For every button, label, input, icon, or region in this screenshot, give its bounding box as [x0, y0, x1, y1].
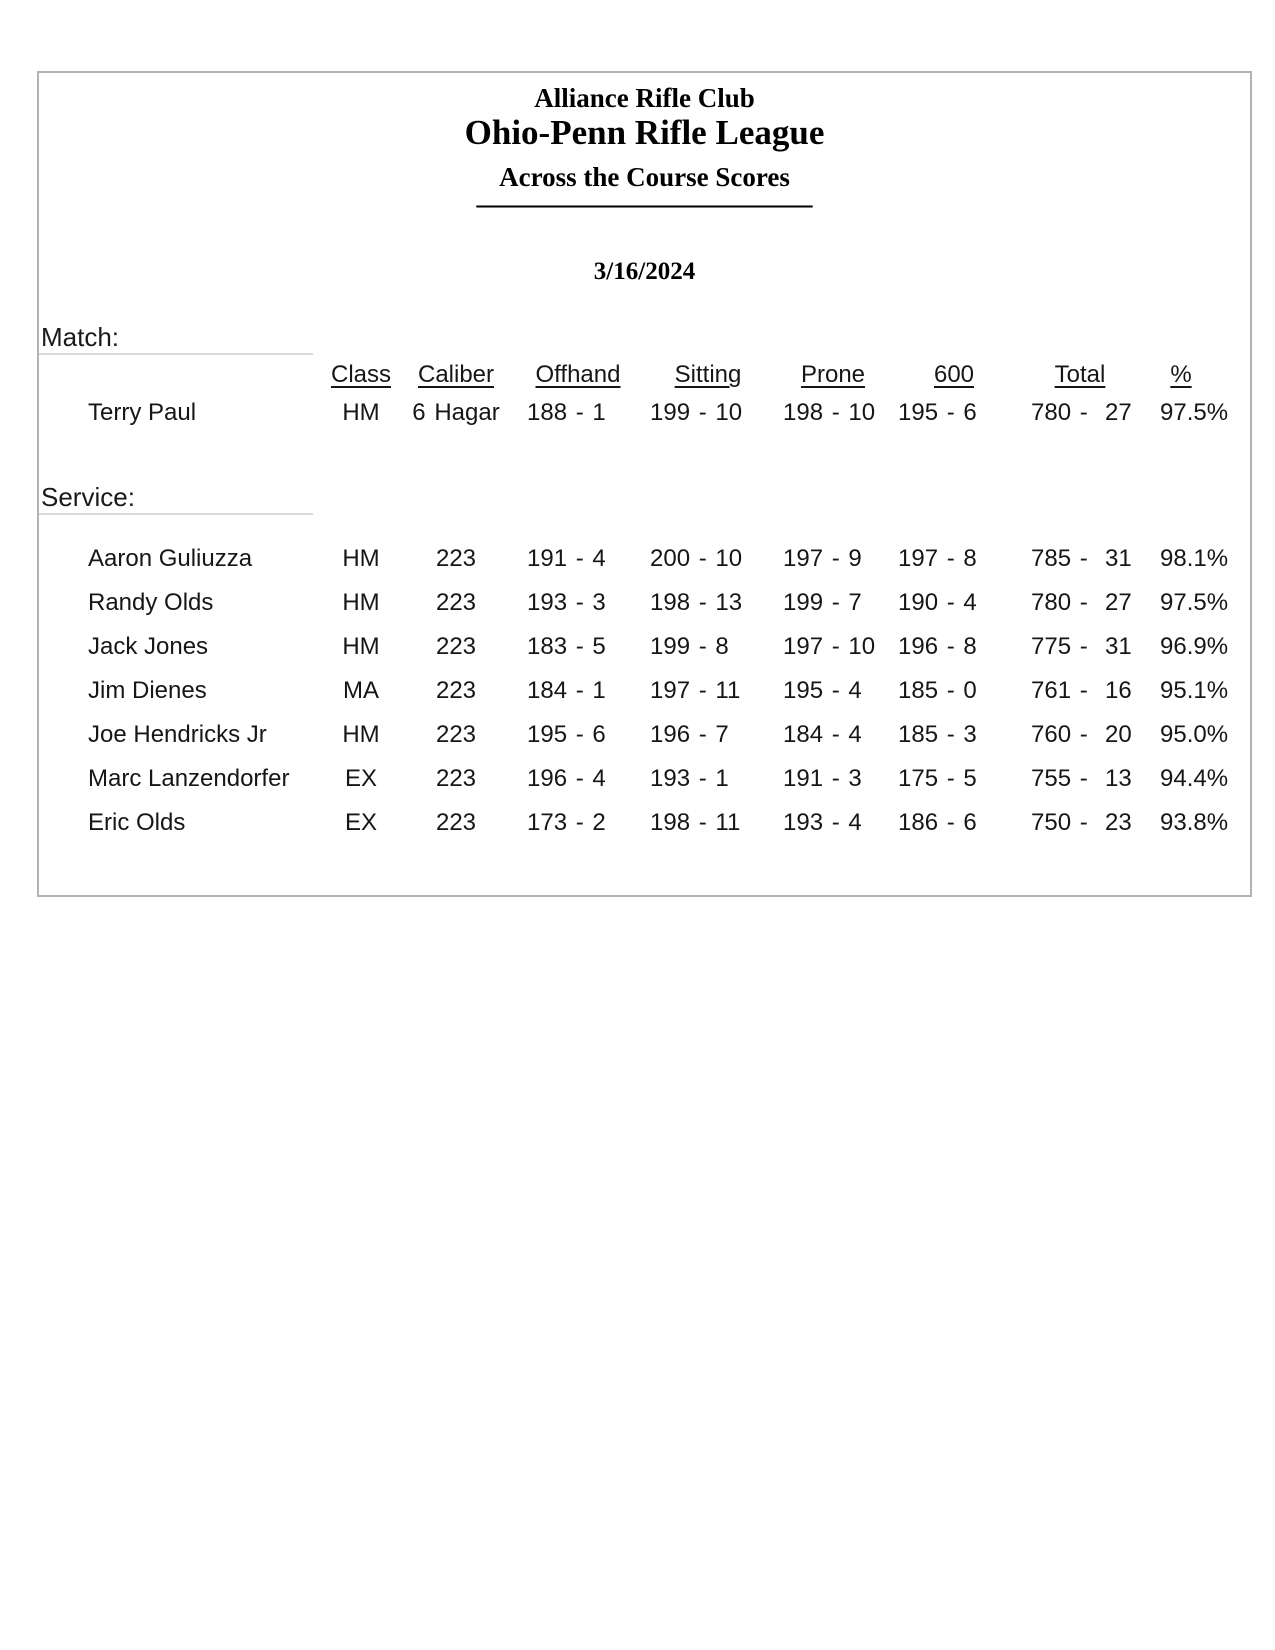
600-score-cell: 175 - 5 — [898, 765, 977, 792]
class-cell: HM — [342, 399, 380, 426]
table-row — [39, 391, 1250, 435]
total-score-cell: 755 - 13 — [1031, 765, 1132, 792]
section-label-match: Match: — [39, 321, 313, 355]
percent-cell: 95.0% — [1160, 721, 1229, 748]
caliber-cell: 223 — [435, 633, 477, 660]
total-score-cell: 750 - 23 — [1031, 809, 1132, 836]
600-score-cell: 185 - 0 — [898, 677, 977, 704]
shooter-name: Joe Hendricks Jr — [88, 721, 267, 748]
caliber-cell: 223 — [435, 589, 477, 616]
sitting-score-cell: 197 - 11 — [650, 677, 741, 704]
percent-cell: 95.1% — [1160, 677, 1229, 704]
prone-score-cell: 191 - 3 — [783, 765, 862, 792]
table-row — [39, 625, 1250, 669]
class-cell: EX — [344, 765, 377, 792]
600-score-cell: 196 - 8 — [898, 633, 977, 660]
prone-score-cell: 193 - 4 — [783, 809, 862, 836]
shooter-name: Jack Jones — [88, 633, 209, 660]
title-block — [39, 73, 1250, 285]
col-header-prone-label: Prone — [800, 361, 866, 388]
offhand-score-cell: 195 - 6 — [527, 721, 606, 748]
section-label-service: Service: — [39, 481, 313, 515]
caliber-cell: 223 — [435, 809, 477, 836]
sitting-score-cell: 199 - 10 — [650, 399, 743, 426]
percent-cell: 98.1% — [1160, 545, 1229, 572]
prone-score-cell: 199 - 7 — [783, 589, 862, 616]
prone-score-cell: 195 - 4 — [783, 677, 862, 704]
600-score-cell: 195 - 6 — [898, 399, 977, 426]
score-sheet — [37, 71, 1252, 897]
col-header-percent-label: % — [1170, 361, 1192, 388]
600-score-cell: 197 - 8 — [898, 545, 977, 572]
prone-score-cell: 184 - 4 — [783, 721, 862, 748]
col-header-sitting — [645, 361, 771, 389]
prone-score-cell: 198 - 10 — [783, 399, 876, 426]
col-header-percent — [1147, 361, 1215, 389]
total-score-cell: 780 - 27 — [1031, 589, 1132, 616]
sitting-score-cell: 196 - 7 — [650, 721, 729, 748]
percent-cell: 97.5% — [1160, 589, 1229, 616]
match-date: 3/16/2024 — [593, 258, 696, 285]
caliber-cell: 223 — [435, 545, 477, 572]
class-cell: EX — [344, 809, 377, 836]
offhand-score-cell: 188 - 1 — [527, 399, 606, 426]
col-header-600 — [895, 361, 1013, 389]
offhand-score-cell: 183 - 5 — [527, 633, 606, 660]
class-cell: HM — [342, 545, 380, 572]
caliber-cell: 6 Hagar — [412, 399, 500, 426]
percent-cell: 97.5% — [1160, 399, 1229, 426]
class-cell: HM — [342, 633, 380, 660]
caliber-cell: 223 — [435, 721, 477, 748]
col-header-offhand — [511, 361, 645, 389]
offhand-score-cell: 191 - 4 — [527, 545, 606, 572]
total-score-cell: 785 - 31 — [1031, 545, 1132, 572]
class-cell: HM — [342, 589, 380, 616]
class-cell: HM — [342, 721, 380, 748]
col-header-total — [1013, 361, 1147, 389]
table-row — [39, 713, 1250, 757]
percent-cell: 96.9% — [1160, 633, 1229, 660]
sitting-score-cell: 198 - 13 — [650, 589, 743, 616]
600-score-cell: 190 - 4 — [898, 589, 977, 616]
prone-score-cell: 197 - 10 — [783, 633, 876, 660]
class-cell: MA — [343, 677, 379, 704]
sitting-score-cell: 199 - 8 — [650, 633, 729, 660]
caliber-cell: 223 — [435, 765, 477, 792]
sitting-score-cell: 198 - 11 — [650, 809, 741, 836]
col-header-offhand-label: Offhand — [535, 361, 621, 388]
table-row — [39, 757, 1250, 801]
600-score-cell: 186 - 6 — [898, 809, 977, 836]
shooter-name: Eric Olds — [88, 809, 186, 836]
caliber-cell: 223 — [435, 677, 477, 704]
shooter-name: Terry Paul — [88, 399, 197, 426]
offhand-score-cell: 193 - 3 — [527, 589, 606, 616]
table-row — [39, 669, 1250, 713]
shooter-name: Jim Dienes — [88, 677, 207, 704]
percent-cell: 93.8% — [1160, 809, 1229, 836]
table-row — [39, 581, 1250, 625]
percent-cell: 94.4% — [1160, 765, 1229, 792]
shooter-name: Randy Olds — [88, 589, 214, 616]
table-header-row — [39, 359, 1250, 391]
offhand-score-cell: 184 - 1 — [527, 677, 606, 704]
table-row — [39, 801, 1250, 845]
total-score-cell: 780 - 27 — [1031, 399, 1132, 426]
table-row — [39, 537, 1250, 581]
600-score-cell: 185 - 3 — [898, 721, 977, 748]
service-rows — [39, 537, 1250, 845]
col-header-600-label: 600 — [933, 361, 975, 388]
club-title: Alliance Rifle Club — [534, 83, 755, 113]
col-header-class — [321, 361, 401, 389]
offhand-score-cell: 196 - 4 — [527, 765, 606, 792]
prone-score-cell: 197 - 9 — [783, 545, 862, 572]
total-score-cell: 761 - 16 — [1031, 677, 1132, 704]
col-header-total-label: Total — [1054, 361, 1106, 388]
sitting-score-cell: 193 - 1 — [650, 765, 729, 792]
offhand-score-cell: 173 - 2 — [527, 809, 606, 836]
total-score-cell: 760 - 20 — [1031, 721, 1132, 748]
sitting-score-cell: 200 - 10 — [650, 545, 743, 572]
col-header-caliber-label: Caliber — [417, 361, 495, 388]
league-title: Ohio-Penn Rifle League — [464, 113, 825, 152]
shooter-name: Marc Lanzendorfer — [88, 765, 290, 792]
col-header-caliber — [401, 361, 511, 389]
shooter-name: Aaron Guliuzza — [88, 545, 253, 572]
total-score-cell: 775 - 31 — [1031, 633, 1132, 660]
subtitle: Across the Course Scores — [499, 162, 790, 192]
divider-line: ———————————— — [476, 189, 813, 220]
col-header-prone — [771, 361, 895, 389]
col-header-sitting-label: Sitting — [674, 361, 742, 388]
col-header-class-label: Class — [330, 361, 391, 388]
